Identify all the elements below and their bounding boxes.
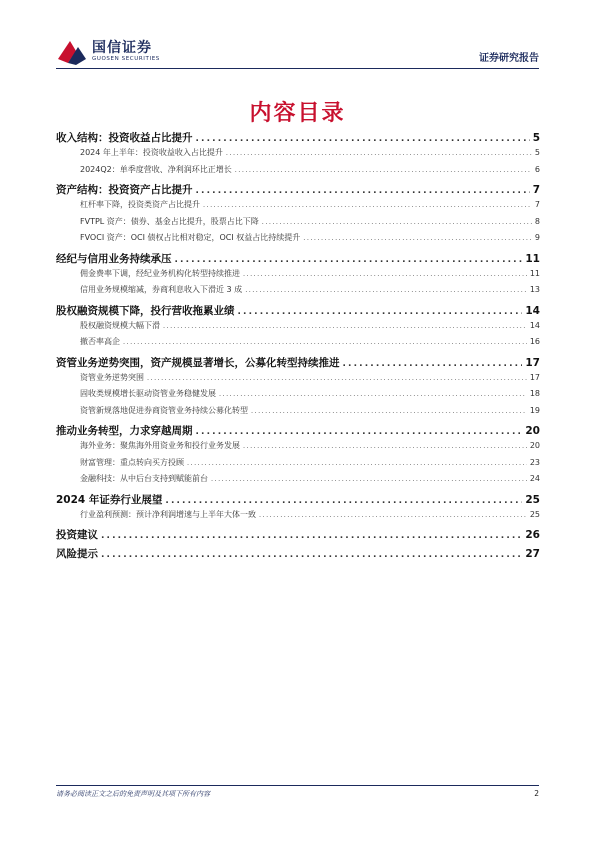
- toc-leader-dots: [303, 234, 532, 242]
- toc-entry-page: 5: [534, 148, 540, 157]
- toc-entry-label: 资管业务逆势突围: [80, 372, 144, 382]
- toc-entry-page: 18: [529, 389, 540, 398]
- toc-entry-label: 海外业务：聚焦海外用资业务和投行业务发展: [80, 441, 240, 450]
- toc-entry-label: 固收类规模增长驱动资管业务稳健发展: [80, 389, 216, 398]
- toc-entry-page: 13: [529, 285, 540, 294]
- toc-section-entry[interactable]: [56, 492, 540, 509]
- toc-entry-label: 风险提示: [56, 548, 98, 560]
- toc-section-entry[interactable]: [56, 546, 540, 563]
- footer-divider: [56, 785, 539, 786]
- toc-subsection-entry[interactable]: [56, 284, 540, 301]
- toc-entry-page: 17: [529, 372, 540, 382]
- toc-section-entry[interactable]: [56, 423, 540, 440]
- toc-entry-page: 20: [529, 441, 540, 450]
- footer-disclaimer: 请务必阅读正文之后的免责声明及其项下所有内容: [56, 790, 210, 798]
- toc-entry-label: 2024 年上半年：投资收益收入占比提升: [80, 148, 223, 157]
- toc-entry-page: 27: [525, 548, 540, 560]
- toc-entry-page: 14: [529, 320, 540, 330]
- toc-entry-page: 6: [534, 164, 540, 174]
- toc-entry-page: 5: [532, 132, 540, 144]
- toc-section-entry[interactable]: [56, 303, 540, 320]
- toc-entry-page: 24: [529, 474, 540, 483]
- toc-leader-dots: [101, 531, 522, 541]
- toc-leader-dots: [196, 427, 523, 437]
- toc-leader-dots: [226, 149, 532, 157]
- toc-subsection-entry[interactable]: [56, 388, 540, 405]
- guosen-logo-icon: [56, 35, 88, 65]
- toc-leader-dots: [243, 270, 527, 278]
- toc-entry-label: FVTPL 资产：债券、基金占比提升，股票占比下降: [80, 216, 259, 226]
- toc-entry-page: 7: [534, 200, 540, 209]
- header-divider: [56, 68, 539, 69]
- toc-entry-page: 8: [534, 216, 540, 226]
- guosen-logo: [56, 34, 186, 70]
- logo-text-en: GUOSEN SECURITIES: [92, 56, 160, 62]
- toc-entry-label: 资管新规落地促进券商资管业务持续公募化转型: [80, 405, 248, 415]
- toc-entry-label: 收入结构：投资收益占比提升: [56, 132, 193, 144]
- toc-leader-dots: [175, 255, 523, 265]
- toc-entry-label: 股权融资规模下降，投行营收拖累业绩: [56, 304, 235, 317]
- toc-subsection-entry[interactable]: [56, 320, 540, 337]
- toc-entry-label: 行业盈利预测：预计净利润增速与上半年大体一致: [80, 509, 256, 519]
- toc-entry-label: 撤否率高企: [80, 337, 120, 346]
- toc-leader-dots: [101, 550, 522, 560]
- toc-entry-label: 佣金费率下调，经纪业务机构化转型持续推进: [80, 268, 240, 278]
- toc-subsection-entry[interactable]: [56, 509, 540, 526]
- toc-leader-dots: [235, 166, 532, 174]
- toc-subsection-entry[interactable]: [56, 372, 540, 389]
- toc-entry-label: 推动业务转型，力求穿越周期: [56, 425, 193, 437]
- toc-entry-page: 11: [525, 252, 540, 265]
- toc-leader-dots: [259, 511, 527, 519]
- toc-entry-label: 股权融资规模大幅下滑: [80, 320, 160, 330]
- toc-subsection-entry[interactable]: [56, 405, 540, 422]
- toc-entry-label: 投资建议: [56, 529, 98, 541]
- toc-subsection-entry[interactable]: [56, 473, 540, 490]
- toc-leader-dots: [163, 322, 527, 330]
- toc-entry-label: 财富管理：重点转向买方投顾: [80, 457, 184, 467]
- toc-entry-label: 信用业务规模缩减，券商利息收入下滑近 3 成: [80, 285, 243, 294]
- toc-entry-label: 资产结构：投资资产占比提升: [56, 184, 193, 196]
- toc-subsection-entry[interactable]: [56, 216, 540, 233]
- toc-entry-label: 杠杆率下降，投资类资产占比提升: [80, 200, 200, 209]
- toc-leader-dots: [203, 201, 532, 209]
- table-of-contents: [56, 128, 540, 563]
- page-number: 2: [534, 789, 539, 798]
- toc-subsection-entry[interactable]: [56, 164, 540, 181]
- report-type-label: 证券研究报告: [479, 53, 539, 64]
- toc-entry-page: 23: [529, 457, 540, 467]
- toc-leader-dots: [343, 359, 523, 369]
- toc-entry-page: 26: [525, 529, 540, 541]
- toc-entry-page: 16: [529, 337, 540, 346]
- toc-subsection-entry[interactable]: [56, 232, 540, 249]
- toc-leader-dots: [245, 286, 527, 294]
- toc-leader-dots: [123, 338, 527, 346]
- toc-leader-dots: [187, 459, 527, 467]
- toc-entry-page: 7: [532, 184, 540, 196]
- toc-subsection-entry[interactable]: [56, 440, 540, 457]
- toc-section-entry[interactable]: [56, 355, 540, 372]
- toc-entry-label: 2024 年证券行业展望: [56, 493, 163, 506]
- page-title: 内容目录: [249, 101, 346, 126]
- toc-subsection-entry[interactable]: [56, 457, 540, 474]
- toc-subsection-entry[interactable]: [56, 336, 540, 353]
- toc-entry-page: 11: [529, 268, 540, 278]
- toc-entry-page: 9: [534, 233, 540, 242]
- toc-leader-dots: [262, 218, 532, 226]
- toc-section-entry[interactable]: [56, 182, 540, 199]
- logo-text-cn: 国信证券: [92, 40, 152, 56]
- toc-leader-dots: [196, 186, 530, 196]
- toc-section-entry[interactable]: [56, 527, 540, 544]
- toc-subsection-entry[interactable]: [56, 268, 540, 285]
- toc-entry-page: 14: [525, 304, 540, 317]
- toc-leader-dots: [219, 390, 527, 398]
- toc-entry-label: 金融科技：从中后台支持到赋能前台: [80, 474, 208, 483]
- toc-section-entry[interactable]: [56, 251, 540, 268]
- toc-leader-dots: [147, 374, 527, 382]
- toc-subsection-entry[interactable]: [56, 147, 540, 164]
- toc-entry-label: 经纪与信用业务持续承压: [56, 252, 172, 265]
- toc-leader-dots: [211, 475, 527, 483]
- toc-leader-dots: [165, 496, 522, 506]
- toc-entry-label: 资管业务逆势突围，资产规模显著增长，公募化转型持续推进: [56, 356, 340, 369]
- toc-entry-label: 2024Q2：单季度营收、净利润环比正增长: [80, 164, 232, 174]
- toc-entry-label: FVOCI 资产：OCI 债权占比相对稳定，OCI 权益占比持续提升: [80, 233, 301, 242]
- toc-leader-dots: [196, 134, 530, 144]
- page-header: [56, 34, 539, 70]
- toc-entry-page: 17: [525, 356, 540, 369]
- toc-entry-page: 25: [529, 509, 540, 519]
- toc-leader-dots: [251, 407, 527, 415]
- toc-entry-page: 19: [529, 405, 540, 415]
- toc-entry-page: 20: [525, 425, 540, 437]
- toc-section-entry[interactable]: [56, 130, 540, 147]
- toc-leader-dots: [238, 307, 523, 317]
- toc-subsection-entry[interactable]: [56, 199, 540, 216]
- toc-leader-dots: [243, 442, 527, 450]
- toc-entry-page: 25: [525, 493, 540, 506]
